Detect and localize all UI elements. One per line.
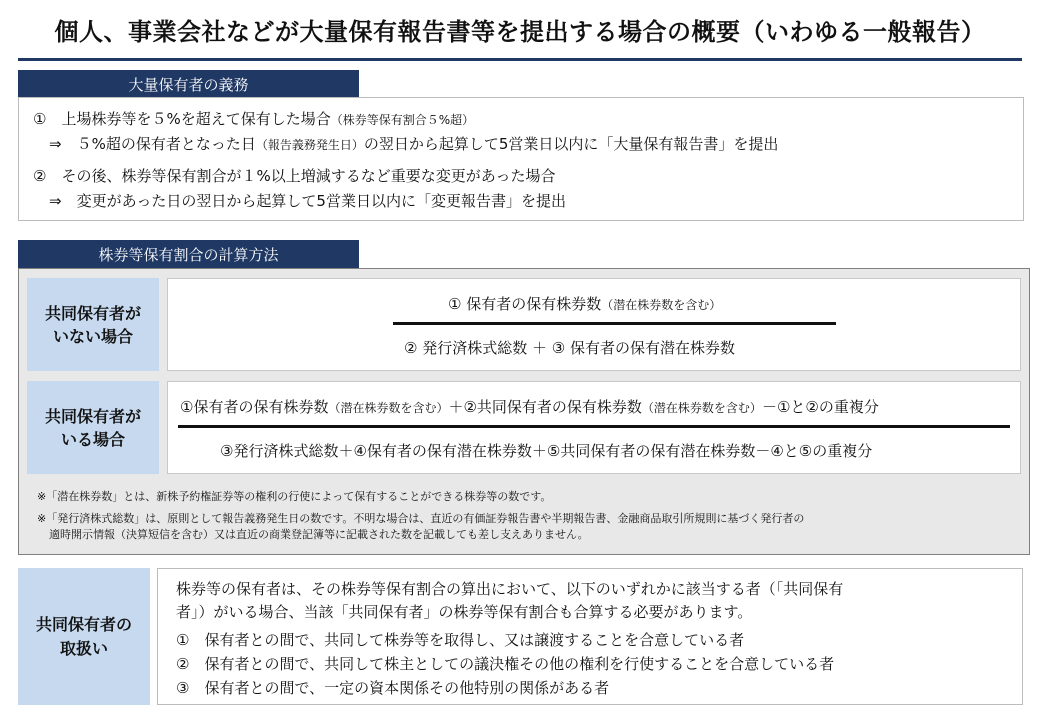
obligation-item-1 [33,108,474,129]
note-issued-shares-line2: 適時開示情報（決算短信を含む）又は直近の商業登記簿等に記載された数を記載しても差し支えありません。 [49,528,589,541]
case1-numerator-main: ① 保有者の保有株券数 [448,295,602,313]
calculation-box [18,268,1030,555]
joint-intro-line1: 株券等の保有者は、その株券等保有割合の算出において、以下のいずれかに該当する者（「共同保有 [176,580,844,598]
obligation-box [18,97,1024,221]
case1-label-line2: いない場合 [52,326,133,346]
case1-fraction-bar [393,322,836,325]
joint-item-3: ③ 保有者との間で、一定の資本関係その他特別の関係がある者 [176,679,610,697]
case1-denominator: ② 発行済株式総数 ＋ ③ 保有者の保有潜在株券数 [404,339,735,357]
joint-holder-label-line1: 共同保有者の [35,614,132,634]
case2-numerator [180,396,879,417]
case2-label [27,381,159,474]
joint-intro-line2: 者」）がいる場合、当該「共同保有者」の株券等保有割合も合算する必要があります。 [176,603,753,621]
case2-label-line2: いる場合 [60,429,125,449]
case1-numerator-note: （潜在株券数を含む） [601,298,722,312]
case2-formula [167,381,1021,474]
section-tab-obligation: 大量保有者の義務 [18,70,359,98]
case2-fraction-bar [178,425,1010,428]
case1-label [27,278,159,371]
obligation-item-1-note: （株券等保有割合５%超） [330,113,475,127]
obligation-item-2-result: ⇒ 変更があった日の翌日から起算して5営業日以内に「変更報告書」を提出 [49,192,566,210]
obligation-item-1-result-text: ⇒ ５%超の保有者となった日 [49,135,256,153]
joint-holder-label [18,568,150,705]
note-issued-shares-line1: ※「発行済株式総数」は、原則として報告義務発生日の数です。不明な場合は、直近の有価証券報告書や半期報告書、金融商品取引所規則に基づく発行者の [37,512,805,525]
case2-num-b: （潜在株券数を含む） [328,401,449,415]
case2-num-c: ＋②共同保有者の保有株券数 [448,398,642,416]
case2-num-e: －①と②の重複分 [761,398,879,416]
joint-holder-box [157,568,1023,705]
note-potential-shares: ※「潜在株券数」とは、新株予約権証券等の権利の行使によって保有することができる株券等の数です。 [37,490,552,503]
page-title: 個人、事業会社などが大量保有報告書等を提出する場合の概要（いわゆる一般報告） [54,17,986,46]
case2-label-line1: 共同保有者が [44,406,141,426]
obligation-item-1-result [49,133,778,154]
obligation-item-1-result-note: （報告義務発生日） [255,138,364,152]
case2-num-d: （潜在株券数を含む） [641,401,762,415]
obligation-item-1-text: ① 上場株券等を５%を超えて保有した場合 [33,110,331,128]
case2-denominator: ③発行済株式総数＋④保有者の保有潜在株券数＋⑤共同保有者の保有潜在株券数－④と⑤の重複分 [220,442,873,460]
case1-label-line1: 共同保有者が [44,303,141,323]
joint-item-1: ① 保有者との間で、共同して株券等を取得し、又は譲渡することを合意している者 [176,631,745,649]
joint-item-2: ② 保有者との間で、共同して株主としての議決権その他の権利を行使することを合意している者 [176,655,835,673]
obligation-item-2: ② その後、株券等保有割合が１%以上増減するなど重要な変更があった場合 [33,167,556,185]
section-tab-calculation: 株券等保有割合の計算方法 [18,240,359,268]
case2-num-a: ①保有者の保有株券数 [180,398,329,416]
case1-numerator [448,293,721,314]
title-underline [18,58,1022,61]
case1-formula [167,278,1021,371]
joint-holder-label-line2: 取扱い [59,638,108,658]
obligation-item-1-result-tail: の翌日から起算して5営業日以内に「大量保有報告書」を提出 [363,135,779,153]
